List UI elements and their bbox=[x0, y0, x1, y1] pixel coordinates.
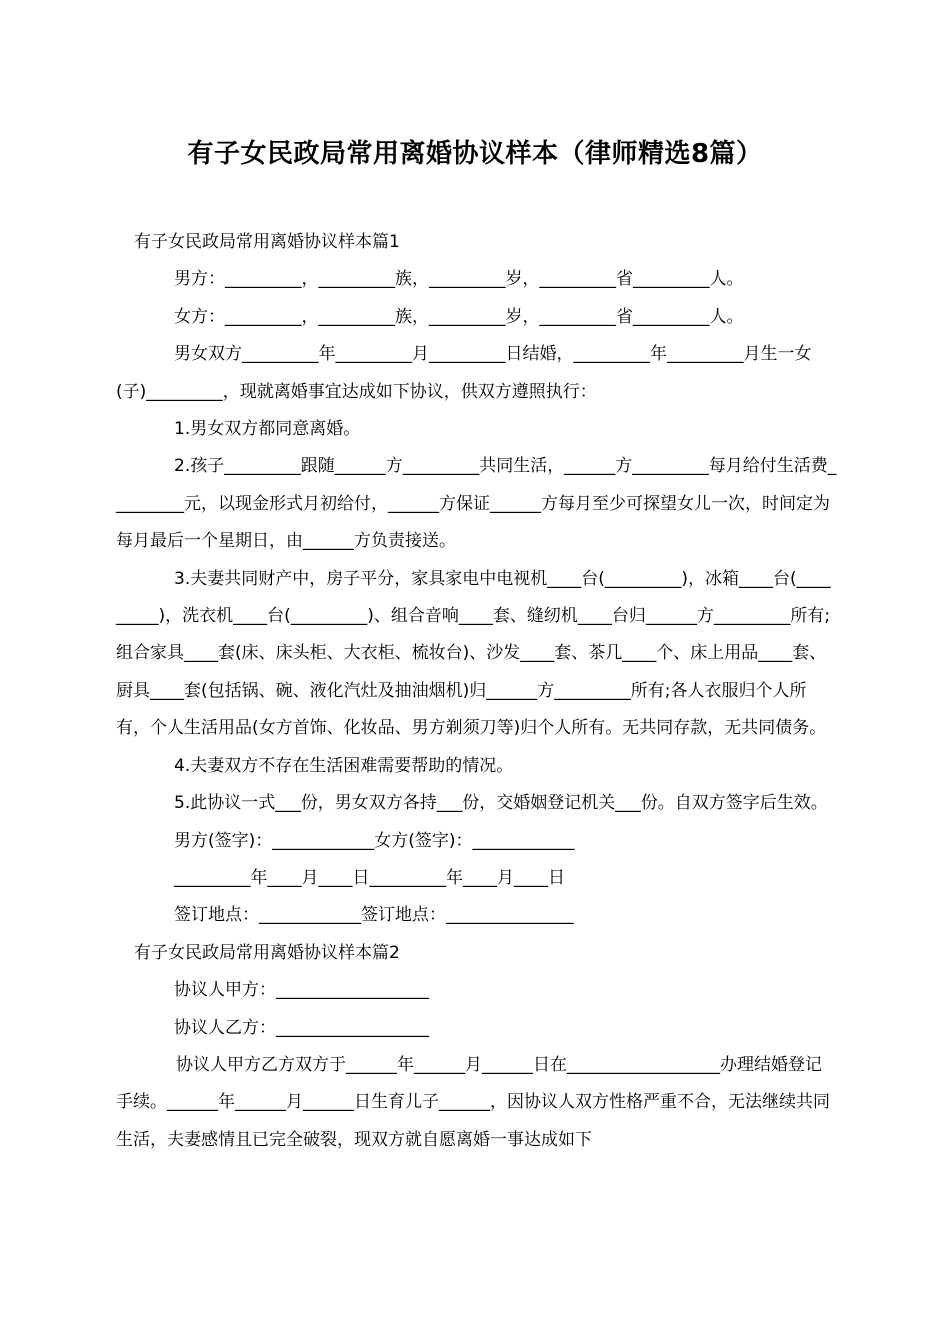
place-line: 签订地点：____________签订地点：_______________ bbox=[174, 905, 574, 926]
signature-line: 男方(签字)：____________女方(签字)：____________ bbox=[174, 830, 575, 851]
date-line: _________年____月____日_________年____月____日 bbox=[174, 867, 565, 888]
party-b-line: 协议人乙方：__________________ bbox=[174, 1017, 429, 1038]
marriage-paragraph: 男女双方_________年_________月_________日结婚，_________年_________月生一女(子)_________，现就离婚事宜达成如下协议，供双方遵照执行： bbox=[116, 344, 812, 402]
document-title: 有子女民政局常用离婚协议样本（律师精选8篇） bbox=[187, 139, 763, 169]
man-info-line: 男方：_________，_________族，_________岁，_________省_________人。 bbox=[174, 269, 744, 290]
clause-3: 3.夫妻共同财产中，房子平分，家具家电中电视机____台(_________)，冰箱____台(_________)，洗衣机____台(_________)、组合音响____套、缝纫机____台归______方_________所有;组合家具____套(床、床头柜、大衣柜、梳妆台)、沙发____套、茶几____个、床上用品____套、厨具____套(包括锅、碗、液化汽灶及抽油烟机)归______方_________所有;各人衣服归个人所有，个人生活用品(女方首饰、化妆品、男方剃须刀等)归个人所有。无共同存款，无共同债务。 bbox=[116, 568, 831, 739]
section1-heading: 有子女民政局常用离婚协议样本篇1 bbox=[134, 232, 400, 252]
clause-2: 2.孩子_________跟随______方_________共同生活，______方_________每月给付生活费_________元，以现金形式月初给付，______方保证______方每月至少可探望女儿一次，时间定为每月最后一个星期日，由______方负责接送。 bbox=[116, 456, 837, 552]
clause-5: 5.此协议一式___份，男女双方各持___份，交婚姻登记机关___份。自双方签字后生效。 bbox=[174, 793, 828, 814]
woman-info-line: 女方：_________，_________族，_________岁，_________省_________人。 bbox=[174, 306, 744, 327]
clause-4: 4.夫妻双方不存在生活困难需要帮助的情况。 bbox=[174, 755, 514, 776]
document-body bbox=[116, 224, 838, 1159]
section2-heading: 有子女民政局常用离婚协议样本篇2 bbox=[134, 942, 400, 963]
section2-body-paragraph: 协议人甲方乙方双方于______年______月______日在__________________办理结婚登记手续。______年______月______日生育儿子______，因协议人双方性格严重不合，无法继续共同生活，夫妻感情且已完全破裂，现双方就自愿离婚一事达成如下 bbox=[116, 1054, 830, 1150]
party-a-line: 协议人甲方：__________________ bbox=[174, 980, 429, 1001]
clause-1: 1.男女双方都同意离婚。 bbox=[174, 419, 361, 440]
